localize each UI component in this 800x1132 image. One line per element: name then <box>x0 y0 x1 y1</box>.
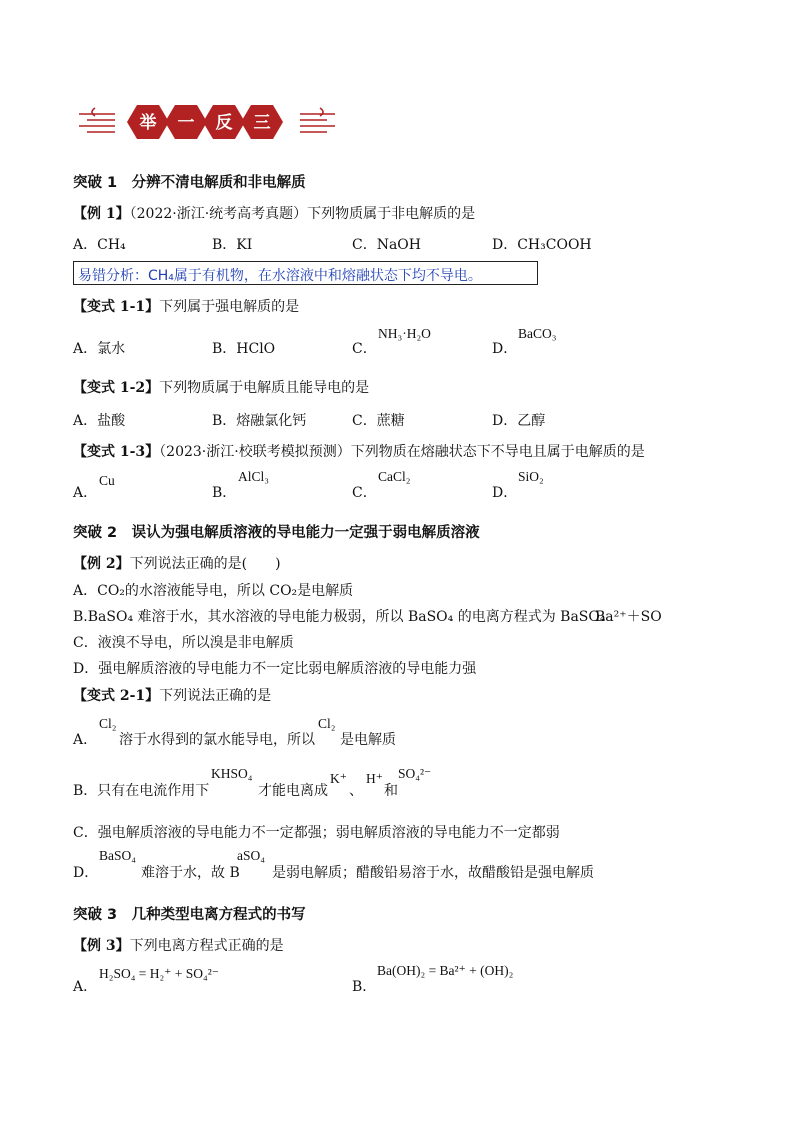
example-2-option-b-tail: Ba²⁺＋SO <box>595 609 662 625</box>
example-2-option-b: B.BaSO₄ 难溶于水，其水溶液的导电能力极弱，所以 BaSO₄ 的电离方程式为 BaSO₄ <box>73 609 606 625</box>
example-3-option-a: A． <box>73 979 98 995</box>
variant-1-1-formula-c: NH₃·H₂O <box>378 326 431 341</box>
variant-1-3-tag: 【变式 1-3】 <box>73 444 160 460</box>
variant-2-1-option-c: C．强电解质溶液的导电能力不一定都强；弱电解质溶液的导电能力不一定都弱 <box>73 825 560 841</box>
section-1-title: 突破 1 分辨不清电解质和非电解质 <box>73 175 306 191</box>
example-1-option-b: B．KI <box>212 237 253 253</box>
section-2-title: 突破 2 误认为强电解质溶液的导电能力一定强于弱电解质溶液 <box>73 525 480 541</box>
banner-decoration <box>75 96 340 148</box>
example-1-option-a: A．CH₄ <box>73 237 126 253</box>
example-2-tag: 【例 2】 <box>73 556 130 572</box>
warning-box <box>73 261 538 285</box>
warning-text: 易错分析：CH₄属于有机物，在水溶液中和熔融状态下均不导电。 <box>78 268 482 284</box>
variant-2-1 <box>73 685 271 705</box>
variant-1-3 <box>73 441 645 461</box>
variant-1-3-option-d: D． <box>492 485 518 501</box>
variant-1-3-option-b: B． <box>212 485 237 501</box>
variant-1-1-option-d: D． <box>492 341 518 357</box>
example-1-text: （2022·浙江·统考高考真题）下列物质属于非电解质的是 <box>129 206 476 222</box>
variant-2-1-option-b: B．只有在电流作用下 <box>73 783 210 799</box>
variant-1-3-option-c: C． <box>352 485 377 501</box>
variant-2-1-b-and: 和 <box>384 783 398 799</box>
variant-2-1-d-mid: 难溶于水，故 B <box>141 865 240 881</box>
variant-2-1-b-formula-2: K⁺ <box>330 771 347 786</box>
variant-2-1-d-end: 是弱电解质；醋酸铅易溶于水，故醋酸铅是强电解质 <box>272 865 594 881</box>
variant-2-1-a-end: 是电解质 <box>340 732 396 748</box>
variant-1-3-formula-a: Cu <box>99 473 115 488</box>
banner-char-1: 举 <box>139 113 157 133</box>
variant-1-2-option-c: C．蔗糖 <box>352 413 405 429</box>
section-banner <box>75 96 340 148</box>
variant-1-1-option-c: C． <box>352 341 377 357</box>
variant-1-3-text: （2023·浙江·校联考模拟预测）下列物质在熔融状态下不导电且属于电解质的是 <box>159 444 645 460</box>
example-2-option-a: A．CO₂的水溶液能导电，所以 CO₂是电解质 <box>73 583 354 599</box>
variant-1-3-option-a: A． <box>73 485 98 501</box>
variant-1-1-option-b: B．HClO <box>212 341 276 357</box>
variant-1-3-formula-d: SiO₂ <box>518 469 544 484</box>
variant-2-1-b-mid: 才能电离成 <box>258 783 328 799</box>
variant-2-1-tag: 【变式 2-1】 <box>73 688 160 704</box>
example-1-option-c: C．NaOH <box>352 237 421 253</box>
variant-1-2-tag: 【变式 1-2】 <box>73 380 160 396</box>
variant-1-3-formula-c: CaCl₂ <box>378 469 411 484</box>
example-3-option-b: B． <box>352 979 377 995</box>
variant-1-1-tag: 【变式 1-1】 <box>73 299 160 315</box>
example-3-equation-b: Ba(OH)₂ = Ba²⁺ + (OH)₂ <box>377 963 514 978</box>
variant-2-1-a-formula-1: Cl₂ <box>99 716 117 731</box>
variant-1-1-option-a: A．氯水 <box>73 341 126 357</box>
example-2-option-d: D．强电解质溶液的导电能力不一定比弱电解质溶液的导电能力强 <box>73 661 477 677</box>
example-1-tag: 【例 1】 <box>73 206 130 222</box>
section-3-title: 突破 3 几种类型电离方程式的书写 <box>73 907 306 923</box>
variant-2-1-option-d: D． <box>73 865 99 881</box>
variant-1-1-text: 下列属于强电解质的是 <box>159 299 300 315</box>
example-2 <box>73 553 281 573</box>
variant-1-3-formula-b: AlCl₃ <box>238 469 269 484</box>
example-2-option-c: C．液溴不导电，所以溴是非电解质 <box>73 635 294 651</box>
example-3 <box>73 935 284 955</box>
variant-1-2 <box>73 377 369 397</box>
banner-char-3: 反 <box>215 113 233 133</box>
banner-char-2: 一 <box>177 113 195 133</box>
variant-2-1-b-sep: 、 <box>349 783 363 799</box>
example-3-equation-a: H₂SO₄ = H₂⁺ + SO₄²⁻ <box>99 966 219 981</box>
example-2-text: 下列说法正确的是( ) <box>129 556 281 572</box>
variant-2-1-d-formula-2: aSO₄ <box>237 848 265 863</box>
variant-1-2-option-d: D．乙醇 <box>492 413 546 429</box>
variant-2-1-a-mid: 溶于水得到的氯水能导电，所以 <box>119 732 315 748</box>
variant-1-2-option-a: A．盐酸 <box>73 413 126 429</box>
variant-2-1-b-formula-4: SO₄²⁻ <box>398 766 432 781</box>
variant-2-1-b-formula-1: KHSO₄ <box>211 766 253 781</box>
banner-char-4: 三 <box>253 113 271 133</box>
example-3-tag: 【例 3】 <box>73 938 130 954</box>
variant-2-1-text: 下列说法正确的是 <box>159 688 272 704</box>
variant-1-1 <box>73 296 299 316</box>
variant-2-1-d-formula-1: BaSO₄ <box>99 848 136 863</box>
variant-1-2-option-b: B．熔融氯化钙 <box>212 413 307 429</box>
example-3-text: 下列电离方程式正确的是 <box>129 938 284 954</box>
example-1-option-d: D．CH₃COOH <box>492 237 592 253</box>
example-1 <box>73 203 475 223</box>
variant-2-1-b-formula-3: H⁺ <box>366 771 383 786</box>
variant-2-1-a-formula-2: Cl₂ <box>318 716 336 731</box>
variant-2-1-option-a: A． <box>73 732 98 748</box>
variant-1-1-formula-d: BaCO₃ <box>518 326 557 341</box>
variant-1-2-text: 下列物质属于电解质且能导电的是 <box>159 380 370 396</box>
